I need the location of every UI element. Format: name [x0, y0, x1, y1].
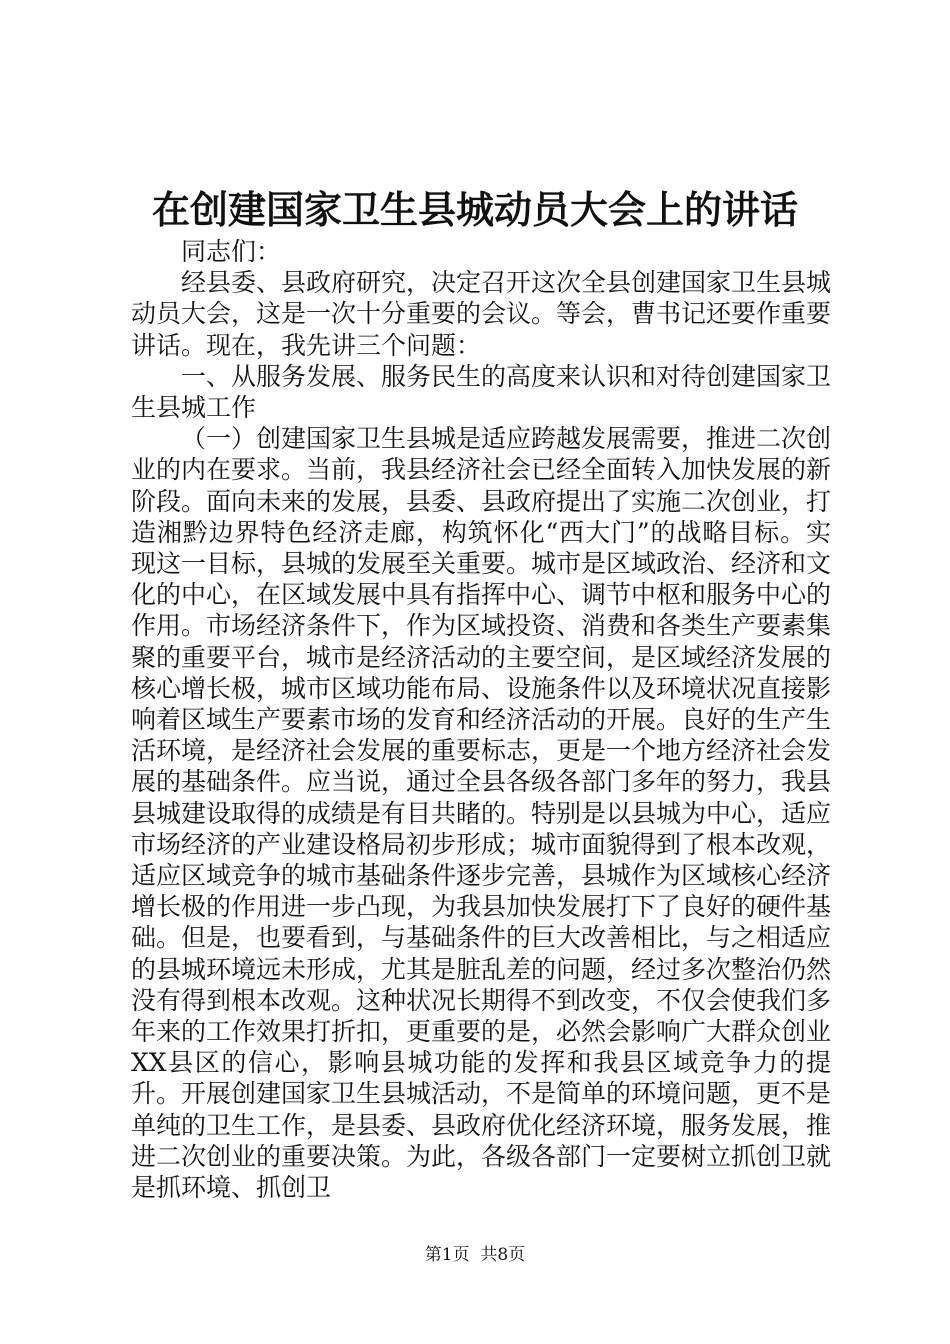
paragraph-subsection-1: （一）创建国家卫生县城是适应跨越发展需要，推进二次创业的内在要求。当前，我县经济社会已经全面转入加快发展的新阶段。面向未来的发展，县委、县政府提出了实施二次创业，打造湘黔边界特色经济走廊，构筑怀化“西大门”的战略目标。实现这一目标，县城的发展至关重要。城市是区域政治、经济和文化的中心，在区域发展中具有指挥中心、调节中枢和服务中心的作用。市场经济条件下，作为区域投资、消费和各类生产要素集聚的重要平台，城市是经济活动的主要空间，是区域经济发展的核心增长极，城市区域功能布局、设施条件以及环境状况直接影响着区域生产要素市场的发育和经济活动的开展。良好的生产生活环境，是经济社会发展的重要标志，更是一个地方经济社会发展的基础条件。应当说，通过全县各级各部门多年的努力，我县县城建设取得的成绩是有目共睹的。特别是以县城为中心，适应市场经济的产业建设格局初步形成；城市面貌得到了根本改观，适应区域竞争的城市基础条件逐步完善，县城作为区域核心经济增长极的作用进一步凸现，为我县加快发展打下了良好的硬件基础。但是，也要看到，与基础条件的巨大改善相比，与之相适应的县城环境远未形成，尤其是脏乱差的问题，经过多次整治仍然没有得到根本改观。这种状况长期得不到改变，不仅会使我们多年来的工作效果打折扣，更重要的是，必然会影响广大群众创业XX县区的信心，影响县城功能的发挥和我县区域竞争力的提升。开展创建国家卫生县城活动，不是简单的环境问题，更不是单纯的卫生工作，是县委、县政府优化经济环境，服务发展，推进二次创业的重要决策。为此，各级各部门一定要树立抓创卫就是抓环境、抓创卫	[131, 424, 832, 1203]
page-number: 第1页	[424, 1245, 470, 1265]
document-body	[131, 236, 831, 1203]
document-title: 在创建国家卫生县城动员大会上的讲话	[151, 187, 798, 232]
salutation: 同志们：	[181, 237, 282, 266]
page-footer	[0, 1244, 950, 1266]
page-total: 共8页	[480, 1245, 526, 1265]
paragraph-intro: 经县委、县政府研究，决定召开这次全县创建国家卫生县城动员大会，这是一次十分重要的会议。等会，曹书记还要作重要讲话。现在，我先讲三个问题：	[131, 268, 832, 360]
section-heading-1: 一、从服务发展、服务民生的高度来认识和对待创建国家卫生县城工作	[131, 361, 832, 423]
